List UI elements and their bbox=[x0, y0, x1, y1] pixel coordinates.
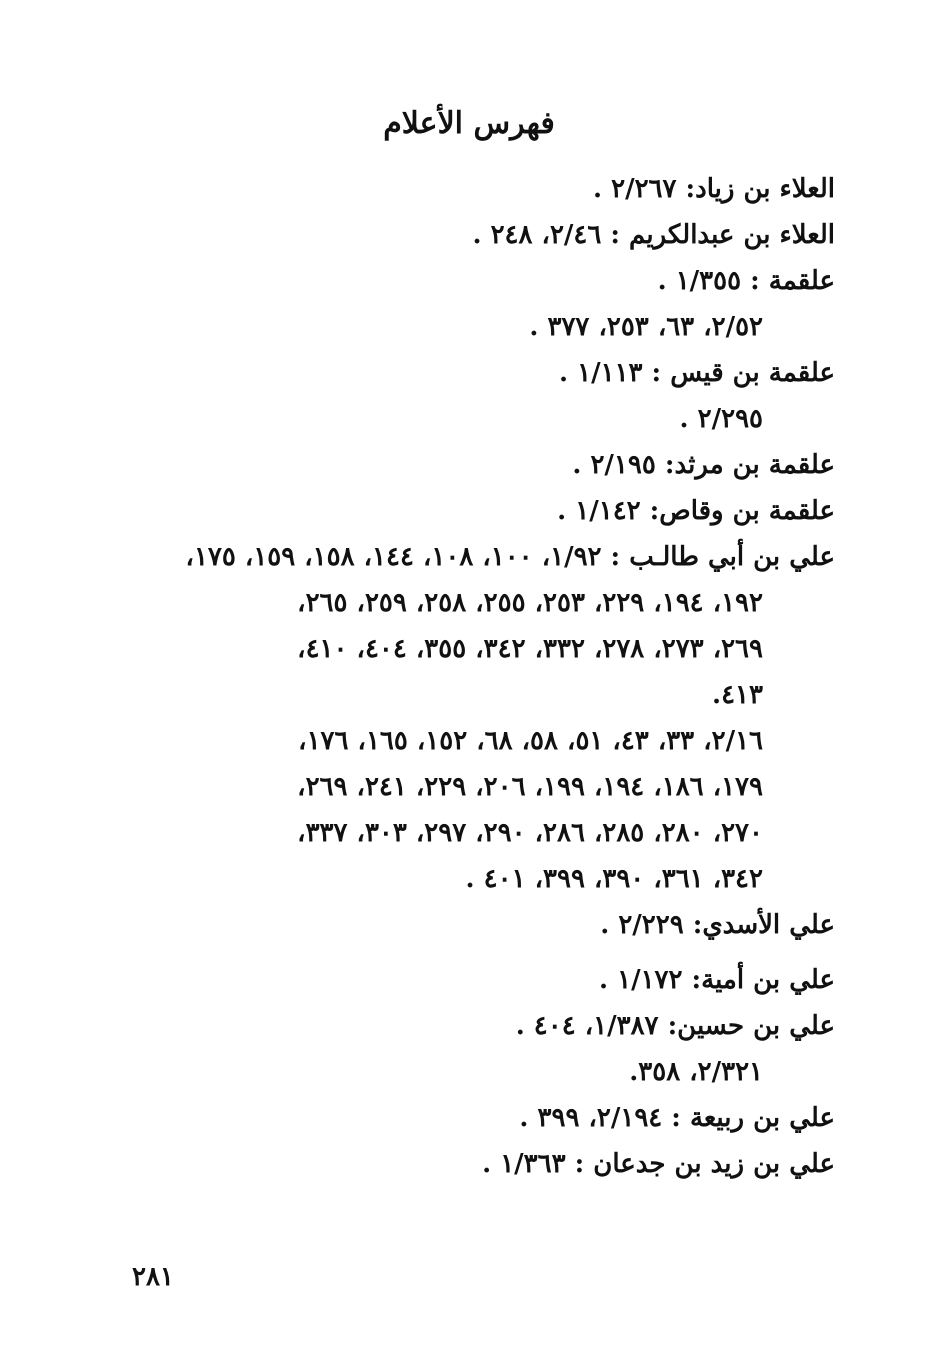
index-entry: علي بن حسين: ١/٣٨٧، ٤٠٤ . bbox=[515, 1011, 835, 1041]
index-entry: علي بن أمية: ١/١٧٢ . bbox=[599, 965, 835, 995]
index-entry-continuation: ٢٧٠، ٢٨٠، ٢٨٥، ٢٨٦، ٢٩٠، ٢٩٧، ٣٠٣، ٣٣٧، bbox=[297, 818, 763, 848]
index-entries bbox=[95, 166, 835, 1187]
index-entry: علقمة بن مرثد: ٢/١٩٥ . bbox=[572, 450, 835, 480]
index-entry: علي بن أبي طالـب : ١/٩٢، ١٠٠، ١٠٨، ١٤٤، ١٥٨، ١٥٩، ١٧٥، bbox=[185, 542, 835, 572]
index-entry-continuation: ٢/٢٩٥ . bbox=[679, 404, 763, 434]
index-entry: علقمة بن وقاص: ١/١٤٢ . bbox=[557, 496, 835, 526]
index-entry-continuation: ٣٤٢، ٣٦١، ٣٩٠، ٣٩٩، ٤٠١ . bbox=[465, 864, 763, 894]
index-entry-continuation: ٢٦٩، ٢٧٣، ٢٧٨، ٣٣٢، ٣٤٢، ٣٥٥، ٤٠٤، ٤١٠، bbox=[297, 634, 763, 664]
index-entry-continuation: ٢/١٦، ٣٣، ٤٣، ٥١، ٥٨، ٦٨، ١٥٢، ١٦٥، ١٧٦، bbox=[298, 726, 763, 756]
index-entry: علي بن زيد بن جدعان : ١/٣٦٣ . bbox=[482, 1149, 835, 1179]
index-entry: علي بن ربيعة : ٢/١٩٤، ٣٩٩ . bbox=[519, 1103, 835, 1133]
index-entry-continuation: ١٩٢، ١٩٤، ٢٢٩، ٢٥٣، ٢٥٥، ٢٥٨، ٢٥٩، ٢٦٥، bbox=[297, 588, 763, 618]
page-number: ٢٨١ bbox=[132, 1262, 174, 1292]
index-entry: العلاء بن عبدالكريم : ٢/٤٦، ٢٤٨ . bbox=[472, 220, 835, 250]
page-title: فهرس الأعلام bbox=[383, 106, 555, 141]
index-entry-continuation: ٤١٣. bbox=[712, 680, 763, 710]
index-entry-continuation: ١٧٩، ١٨٦، ١٩٤، ١٩٩، ٢٠٦، ٢٢٩، ٢٤١، ٢٦٩، bbox=[297, 772, 763, 802]
index-entry: العلاء بن زياد: ٢/٢٦٧ . bbox=[593, 174, 835, 204]
index-entry-continuation: ٢/٥٢، ٦٣، ٢٥٣، ٣٧٧ . bbox=[529, 312, 763, 342]
index-entry: علقمة : ١/٣٥٥ . bbox=[657, 266, 835, 296]
index-entry-continuation: ٢/٣٢١، ٣٥٨. bbox=[629, 1057, 763, 1087]
index-entry: علقمة بن قيس : ١/١١٣ . bbox=[559, 358, 835, 388]
index-entry: علي الأسدي: ٢/٢٢٩ . bbox=[600, 910, 835, 940]
